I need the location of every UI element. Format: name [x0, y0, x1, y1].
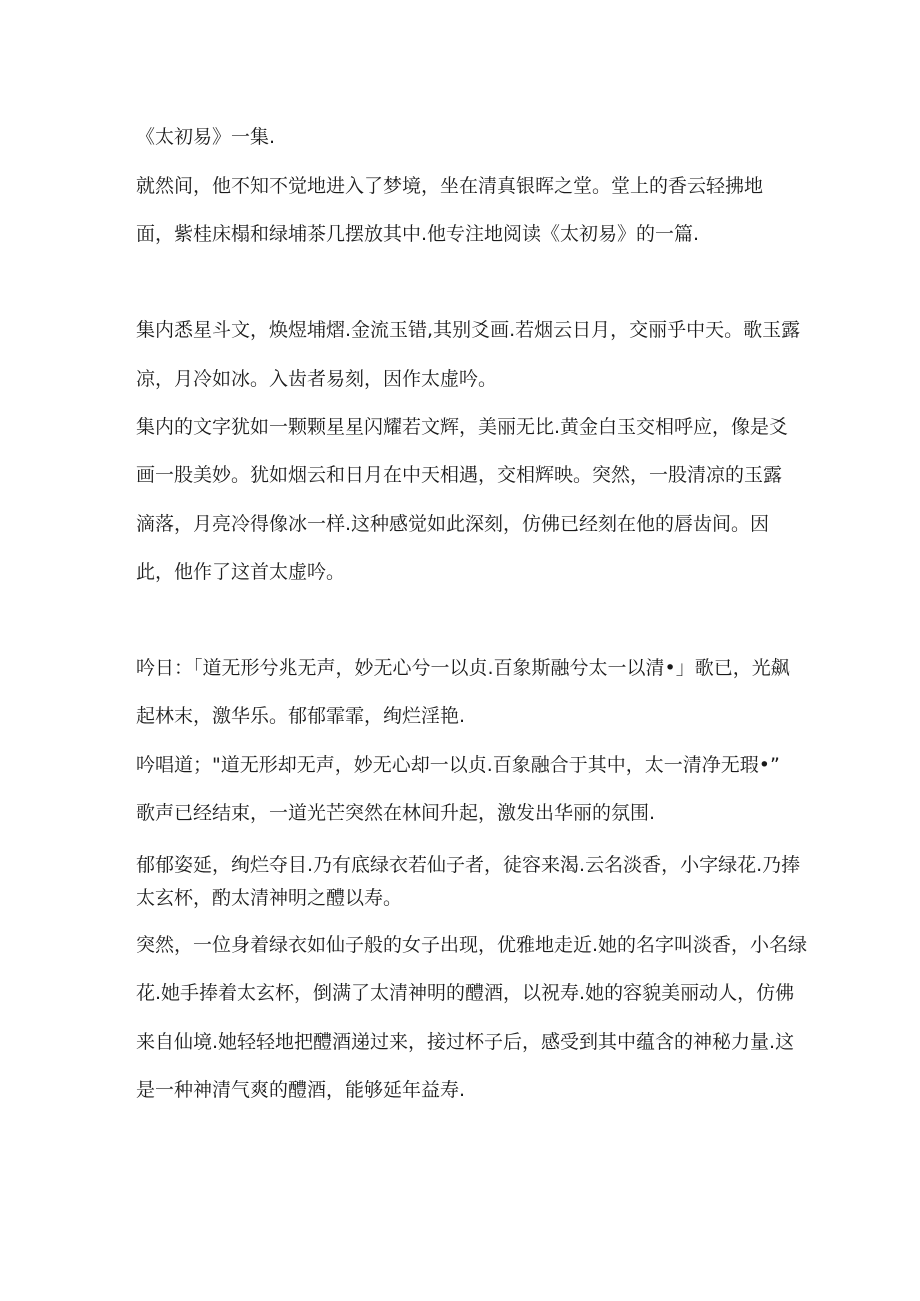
text-line: 画一股美妙。犹如烟云和日月在中天相遇，交相辉映。突然，一股清凉的玉露 — [136, 464, 783, 486]
text-line: 吟日：「道无形兮兆无声，妙无心兮一以贞.百象斯融兮太一以清•」歌已，光飙 — [136, 657, 790, 679]
chapter-title: 《太初易》一集. — [136, 126, 276, 148]
text-line: 凉，月冷如冰。入齿者易刻，因作太虚吟。 — [136, 368, 498, 390]
text-line: 突然，一位身着绿衣如仙子般的女子出现，优雅地走近.她的名字叫淡香，小名绿 — [136, 934, 808, 956]
text-line: 面，紫桂床榻和绿埔茶几摆放其中.他专注地阅读《太初易》的一篇. — [136, 223, 700, 245]
text-line: 集内悉星斗文，焕煜埔熠.金流玉错,其别爻画.若烟云日月，交丽乎中天。歌玉露 — [136, 319, 801, 341]
text-line: 就然间，他不知不觉地进入了梦境，坐在清真银晖之堂。堂上的香云轻拂地 — [136, 175, 764, 197]
text-line: 来自仙境.她轻轻地把醴酒递过来，接过杯子后，感受到其中蕴含的神秘力量.这 — [136, 1031, 795, 1053]
text-line: 集内的文字犹如一颗颗星星闪耀若文辉，美丽无比.黄金白玉交相呼应，像是爻 — [136, 416, 789, 438]
text-line: 此，他作了这首太虚吟。 — [136, 561, 346, 583]
text-line: 是一种神清气爽的醴酒，能够延年益寿. — [136, 1079, 466, 1101]
text-line: 郁郁姿延，绚烂夺目.乃有底绿衣若仙子者，徒容来渴.云名淡香，小字绿花.乃捧 — [136, 854, 801, 876]
text-line: 太玄杯，酌太清神明之醴以寿。 — [136, 887, 403, 909]
text-line: 歌声已经结束，一道光芒突然在林间升起，激发出华丽的氛围. — [136, 802, 656, 824]
text-line: 滴落，月亮冷得像冰一样.这种感觉如此深刻，仿佛已经刻在他的唇齿间。因 — [136, 513, 770, 535]
text-line: 花.她手捧着太玄杯，倒满了太清神明的醴酒，以祝寿.她的容貌美丽动人，仿佛 — [136, 982, 795, 1004]
text-line: 起林末，激华乐。郁郁霏霏，绚烂淫艳. — [136, 705, 466, 727]
text-line: 吟唱道；"道无形却无声，妙无心却一以贞.百象融合于其中，太一清净无瑕•” — [136, 754, 780, 776]
